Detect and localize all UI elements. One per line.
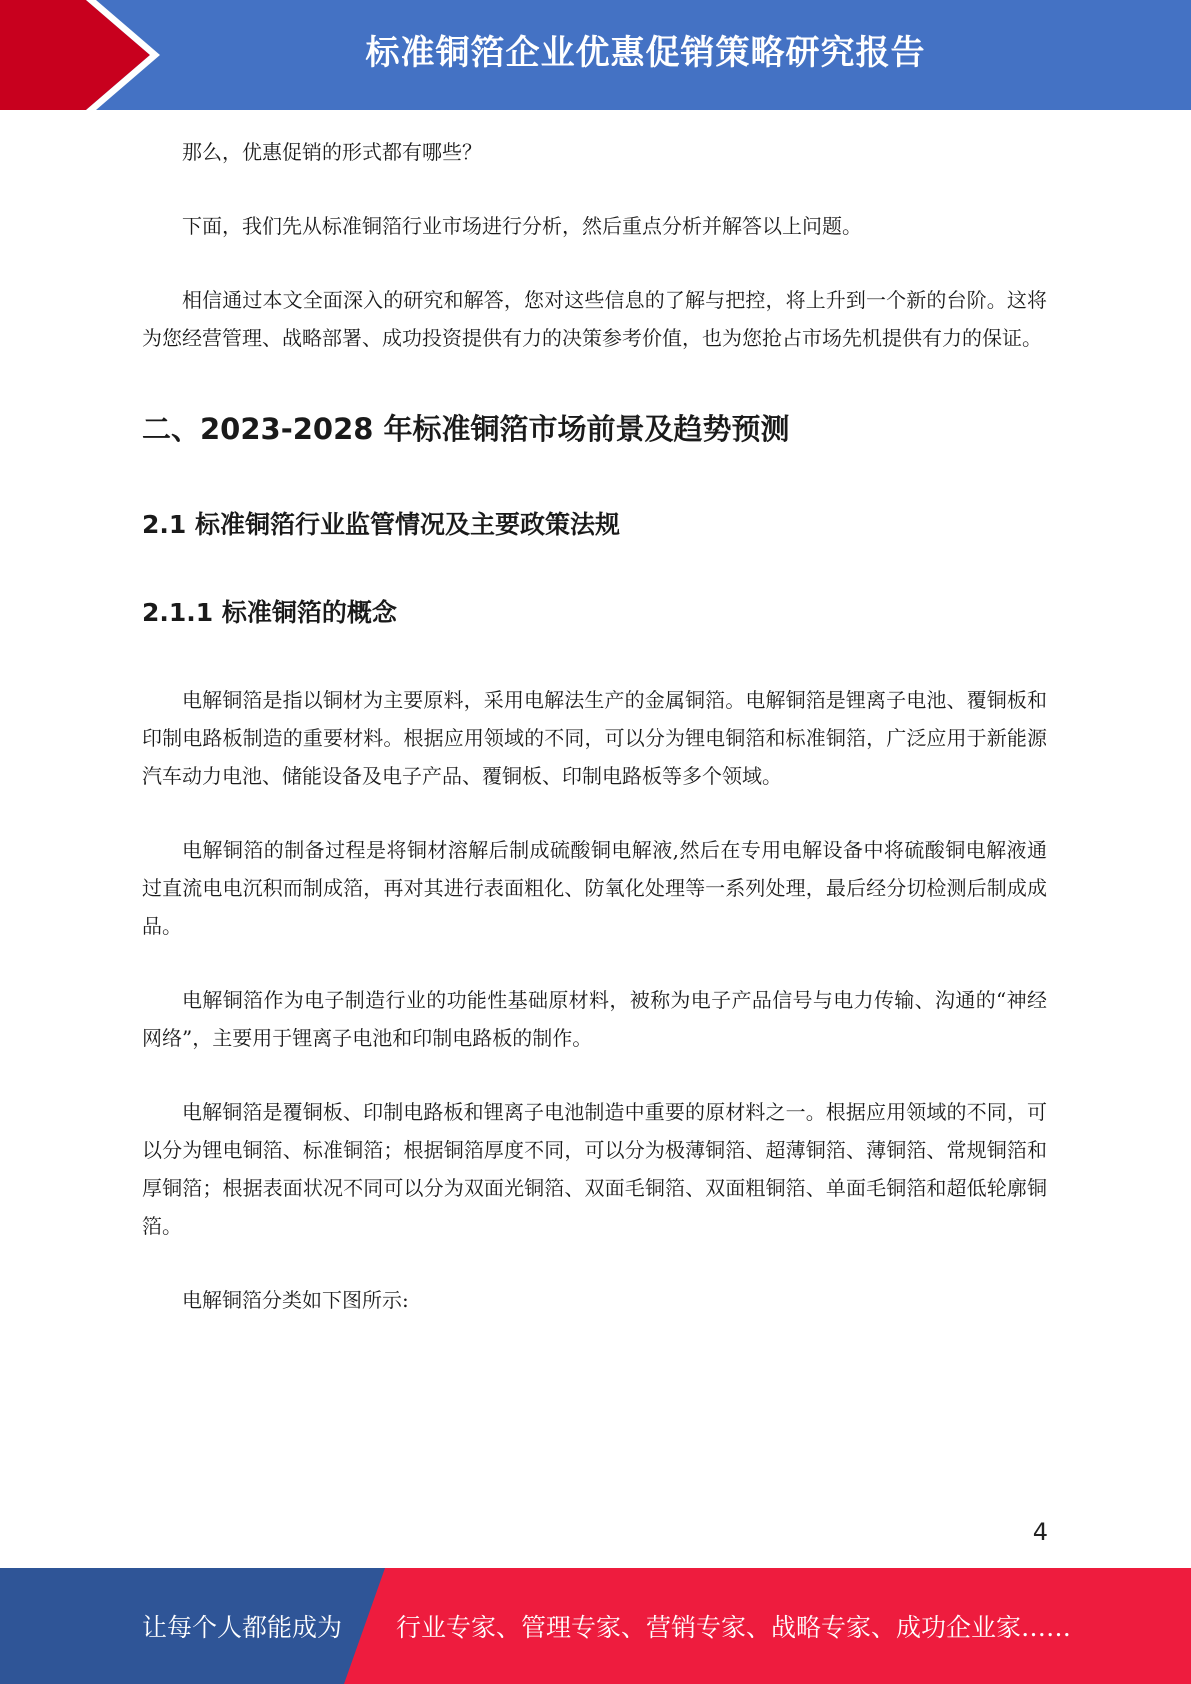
footer-slogan-left: 让每个人都能成为 xyxy=(142,1613,343,1642)
intro-paragraph-2: 下面，我们先从标准铜箔行业市场进行分析，然后重点分析并解答以上问题。 xyxy=(182,214,862,238)
page-content xyxy=(142,133,1047,1355)
footer-banner xyxy=(0,1568,1191,1684)
footer-slogan-right: 行业专家、管理专家、营销专家、战略专家、成功企业家…… xyxy=(396,1613,1072,1642)
intro-paragraph-3: 相信通过本文全面深入的研究和解答，您对这些信息的了解与把控，将上升到一个新的台阶。这将为您经营管理、战略部署、成功投资提供有力的决策参考价值，也为您抢占市场先机提供有力的保证。 xyxy=(142,288,1047,350)
header-red-arrow-shape xyxy=(0,0,160,110)
subsection-heading: 2.1 标准铜箔行业监管情况及主要政策法规 xyxy=(142,510,620,539)
concept-paragraph-5: 电解铜箔分类如下图所示: xyxy=(182,1288,409,1312)
concept-paragraph-2: 电解铜箔的制备过程是将铜材溶解后制成硫酸铜电解液,然后在专用电解设备中将硫酸铜电解液通过直流电电沉积而制成箔，再对其进行表面粗化、防氧化处理等一系列处理，最后经分切检测后制成成品。 xyxy=(142,838,1047,938)
section-heading: 二、2023-2028 年标准铜箔市场前景及趋势预测 xyxy=(142,412,790,446)
concept-paragraph-1: 电解铜箔是指以铜材为主要原料，采用电解法生产的金属铜箔。电解铜箔是锂离子电池、覆铜板和印制电路板制造的重要材料。根据应用领域的不同，可以分为锂电铜箔和标准铜箔，广泛应用于新能源汽车动力电池、储能设备及电子产品、覆铜板、印制电路板等多个领域。 xyxy=(142,688,1047,788)
concept-paragraph-4: 电解铜箔是覆铜板、印制电路板和锂离子电池制造中重要的原材料之一。根据应用领域的不同，可以分为锂电铜箔、标准铜箔；根据铜箔厚度不同，可以分为极薄铜箔、超薄铜箔、薄铜箔、常规铜箔和厚铜箔；根据表面状况不同可以分为双面光铜箔、双面毛铜箔、双面粗铜箔、单面毛铜箔和超低轮廓铜箔。 xyxy=(142,1100,1047,1238)
subsubsection-heading: 2.1.1 标准铜箔的概念 xyxy=(142,598,397,627)
intro-paragraph-1: 那么，优惠促销的形式都有哪些？ xyxy=(182,140,482,164)
report-title: 标准铜箔企业优惠促销策略研究报告 xyxy=(365,33,926,73)
page-number: 4 xyxy=(1032,1518,1048,1546)
concept-paragraph-3: 电解铜箔作为电子制造行业的功能性基础原材料，被称为电子产品信号与电力传输、沟通的“神经网络”，主要用于锂离子电池和印制电路板的制作。 xyxy=(142,988,1047,1050)
header-banner xyxy=(0,0,1191,110)
